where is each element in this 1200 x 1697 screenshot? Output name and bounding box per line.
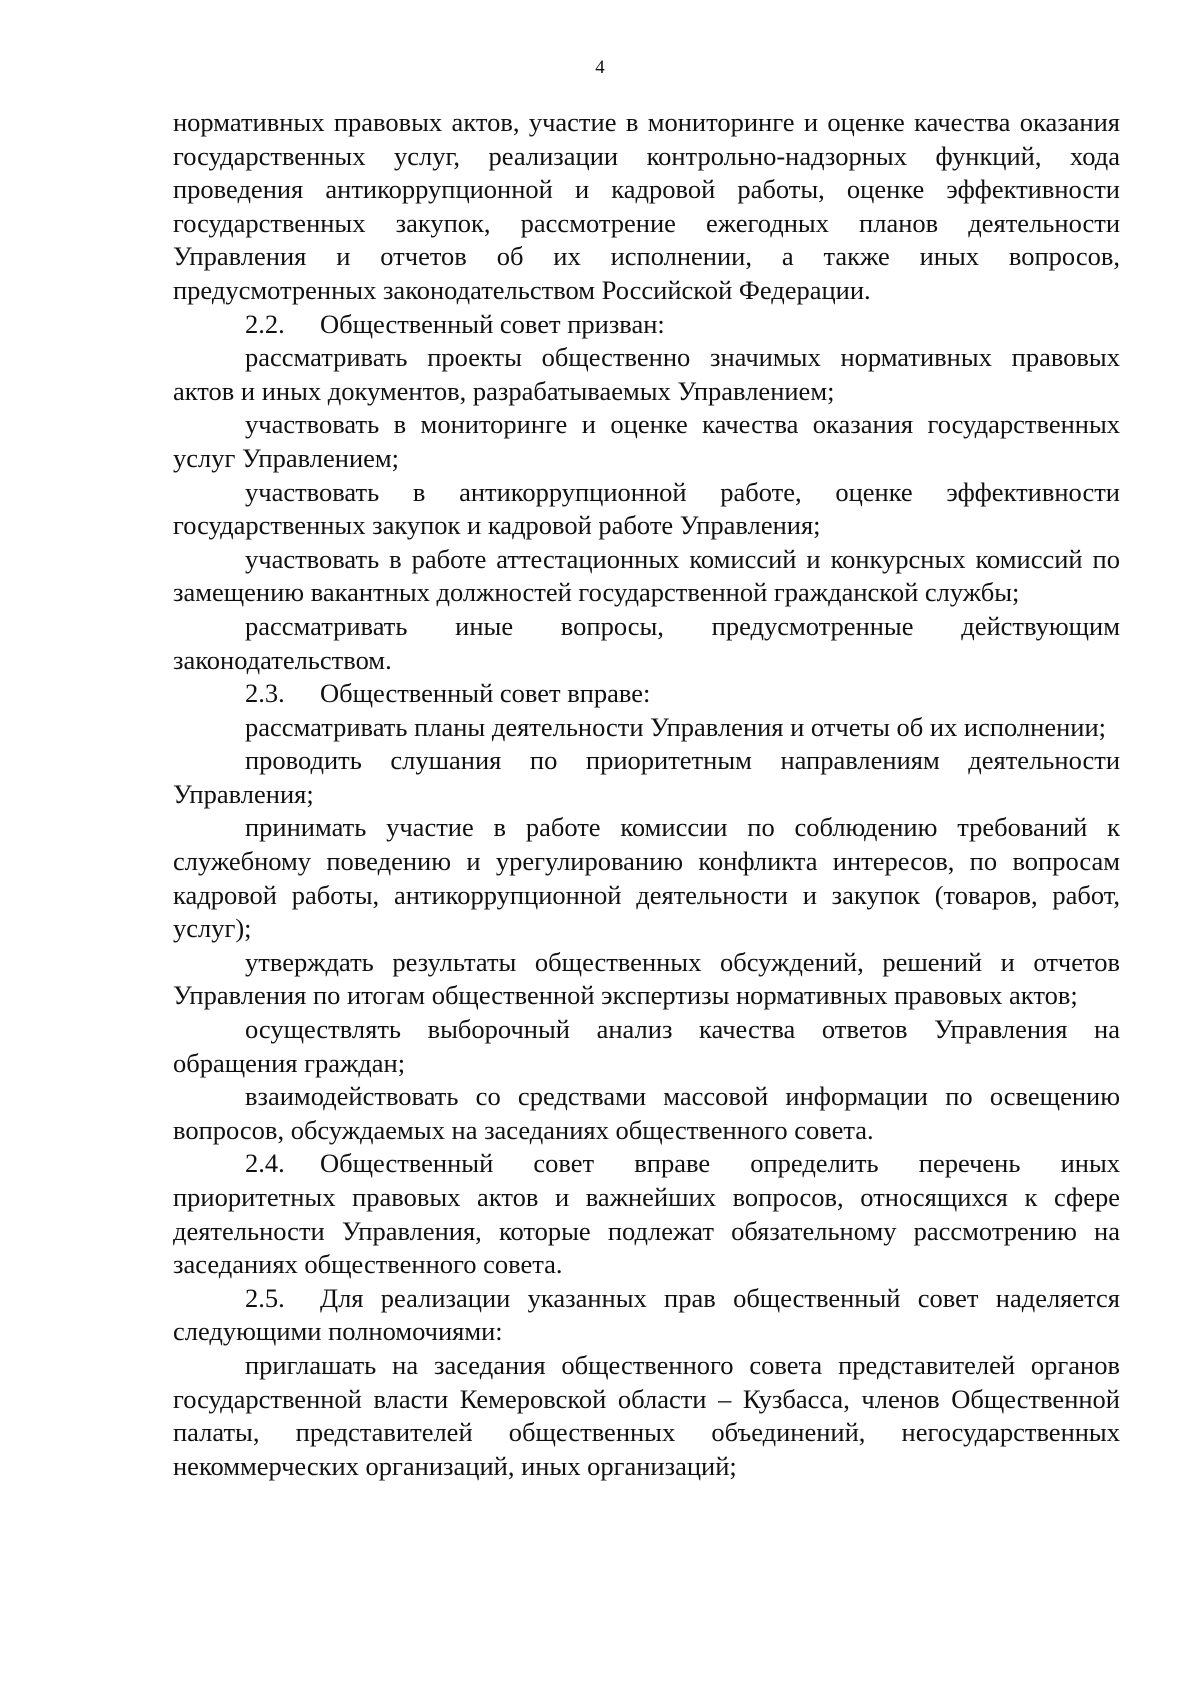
paragraph-text: нормативных правовых актов, участие в мониторинге и оценке качества оказания государственных услуг, реализации контрольно-надзорных функций, хода проведения антикоррупционной и кадровой работы, оценке эффективности государственных закупок, рассмотрение ежегодных планов деятельности Управления и отчетов об их исполнении, а также иных вопросов, предусмотренных законодательством Российской Федерации. — [173, 107, 1120, 305]
list-item — [173, 711, 1120, 745]
paragraph-text: Общественный совет призван: — [320, 308, 665, 339]
list-item — [173, 610, 1120, 677]
section-number: 2.3. — [245, 678, 285, 709]
paragraph-text: участвовать в мониторинге и оценке качества оказания государственных услуг Управлением; — [173, 409, 1120, 473]
paragraph-text: Общественный совет вправе: — [320, 678, 651, 709]
paragraph-text: проводить слушания по приоритетным направлениям деятельности Управления; — [173, 745, 1120, 809]
section-2-5 — [173, 1282, 1120, 1349]
list-item — [173, 408, 1120, 475]
list-item — [173, 946, 1120, 1013]
list-item — [173, 1013, 1120, 1080]
list-item — [173, 1080, 1120, 1147]
paragraph-text: приглашать на заседания общественного совета представителей органов государственной власти Кемеровской области – Кузбасса, членов Общественной палаты, представителей общественных объединений, негосударственных некоммерческих организаций, иных организаций; — [173, 1349, 1120, 1481]
section-2-3 — [173, 677, 1120, 711]
section-number: 2.4. — [245, 1148, 285, 1179]
list-item — [173, 476, 1120, 543]
section-number: 2.2. — [245, 308, 285, 339]
section-number: 2.5. — [245, 1282, 285, 1313]
paragraph-text: принимать участие в работе комиссии по соблюдению требований к служебному поведению и урегулированию конфликта интересов, по вопросам кадровой работы, антикоррупционной деятельности и закупок (товаров, работ, услуг); — [173, 812, 1120, 944]
list-item — [173, 1349, 1120, 1483]
list-item — [173, 744, 1120, 811]
page-number: 4 — [595, 57, 605, 78]
section-2-4 — [173, 1147, 1120, 1281]
paragraph-text: утверждать результаты общественных обсуждений, решений и отчетов Управления по итогам общественной экспертизы нормативных правовых актов; — [173, 946, 1120, 1011]
paragraph-continuation — [173, 106, 1120, 308]
paragraph-text: Для реализации указанных прав общественный совет наделяется следующими полномочиями: — [173, 1282, 1120, 1347]
list-item — [173, 543, 1120, 610]
paragraph-text: рассматривать планы деятельности Управления и отчеты об их исполнении; — [245, 711, 1107, 742]
paragraph-text: осуществлять выборочный анализ качества ответов Управления на обращения граждан; — [173, 1014, 1120, 1078]
paragraph-text: рассматривать проекты общественно значимых нормативных правовых актов и иных документов, разрабатываемых Управлением; — [173, 342, 1120, 406]
document-body — [173, 106, 1120, 1483]
paragraph-text: Общественный совет вправе определить перечень иных приоритетных правовых актов и важнейших вопросов, относящихся к сфере деятельности Управления, которые подлежат обязательному рассмотрению на заседаниях общественного совета. — [173, 1148, 1120, 1280]
paragraph-text: рассматривать иные вопросы, предусмотренные действующим законодательством. — [173, 610, 1120, 675]
paragraph-text: взаимодействовать со средствами массовой информации по освещению вопросов, обсуждаемых на заседаниях общественного совета. — [173, 1081, 1120, 1145]
paragraph-text: участвовать в антикоррупционной работе, оценке эффективности государственных закупок и кадровой работе Управления; — [173, 476, 1120, 541]
list-item — [173, 341, 1120, 408]
paragraph-text: участвовать в работе аттестационных комиссий и конкурсных комиссий по замещению вакантных должностей государственной гражданской службы; — [173, 543, 1120, 608]
list-item — [173, 811, 1120, 945]
section-2-2 — [173, 308, 1120, 342]
